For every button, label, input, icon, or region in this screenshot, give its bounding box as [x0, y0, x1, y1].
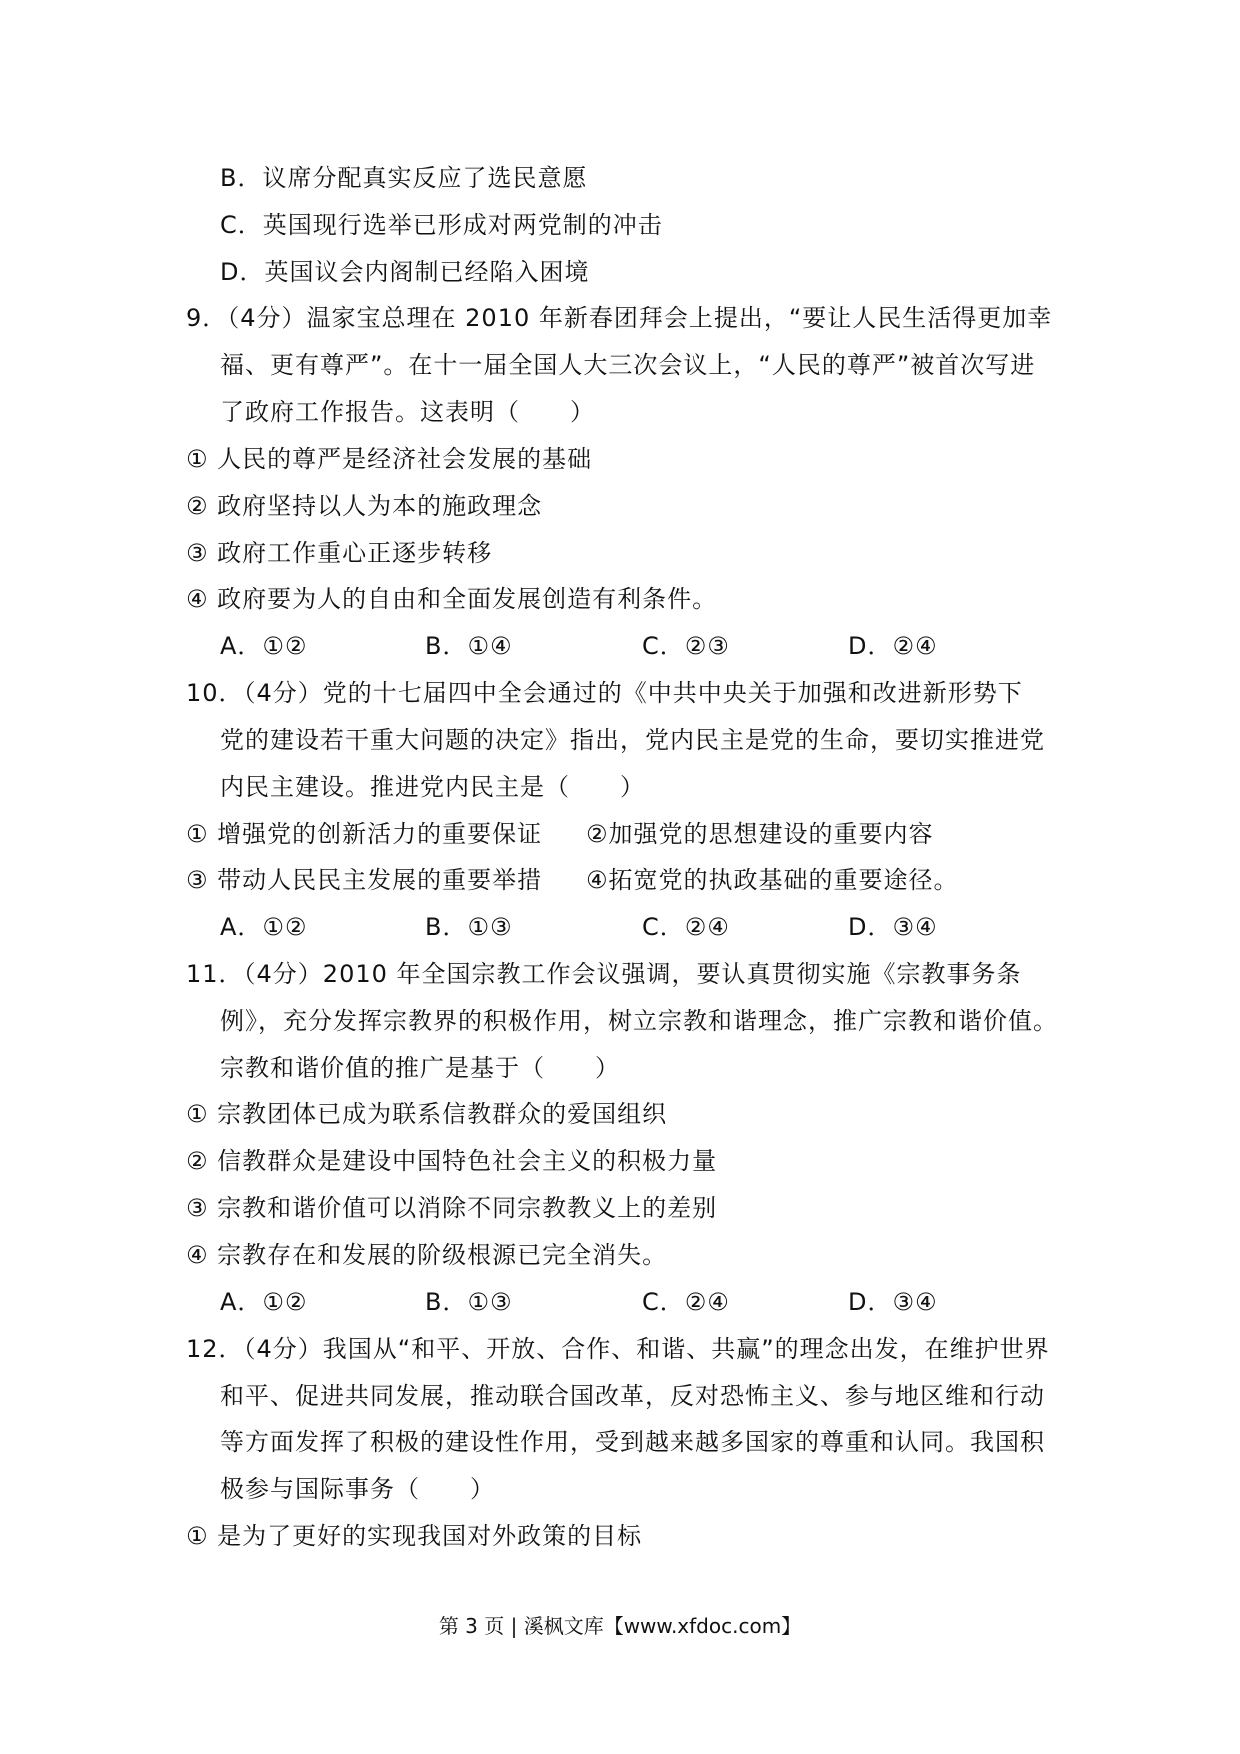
q9-item-3: ③ 政府工作重心正逐步转移 [186, 539, 493, 567]
q11-stem-line-2: 例》，充分发挥宗教界的积极作用，树立宗教和谐理念，推广宗教和谐价值。 [220, 1007, 1058, 1035]
q10-option-a: A．①② [220, 913, 308, 941]
q10-option-d: D．③④ [848, 913, 938, 941]
q10-item-3: ③ 带动人民民主发展的重要举措 [186, 866, 543, 894]
q9-stem-line-1: 9．（4分）温家宝总理在 2010 年新春团拜会上提出，“要让人民生活得更加幸 [186, 304, 1053, 332]
q11-option-d: D．③④ [848, 1288, 938, 1316]
q11-option-b: B．①③ [425, 1288, 513, 1316]
q10-item-4: ④拓宽党的执政基础的重要途径。 [586, 866, 959, 894]
q9-option-b: B．①④ [425, 632, 513, 660]
q8-option-d: D．英国议会内阁制已经陷入困境 [220, 258, 590, 286]
q10-option-c: C．②④ [642, 913, 730, 941]
q10-option-b: B．①③ [425, 913, 513, 941]
q12-stem-line-3: 等方面发挥了积极的建设性作用，受到越来越多国家的尊重和认同。我国积 [220, 1428, 1045, 1456]
q10-item-1: ① 增强党的创新活力的重要保证 [186, 820, 543, 848]
q8-option-c: C．英国现行选举已形成对两党制的冲击 [220, 211, 663, 239]
q11-item-3: ③ 宗教和谐价值可以消除不同宗教教义上的差别 [186, 1194, 718, 1222]
q9-option-d: D．②④ [848, 632, 938, 660]
page-footer: 第 3 页 | 溪枫文库【www.xfdoc.com】 [438, 1614, 802, 1638]
q12-stem-line-1: 12．（4分）我国从“和平、开放、合作、和谐、共赢”的理念出发，在维护世界 [186, 1335, 1050, 1363]
q9-option-c: C．②③ [642, 632, 730, 660]
q9-item-1: ① 人民的尊严是经济社会发展的基础 [186, 445, 593, 473]
q10-stem-line-1: 10．（4分）党的十七届四中全会通过的《中共中央关于加强和改进新形势下 [186, 679, 1023, 707]
q11-stem-line-1: 11．（4分）2010 年全国宗教工作会议强调，要认真贯彻实施《宗教事务条 [186, 960, 1022, 988]
q11-option-c: C．②④ [642, 1288, 730, 1316]
q11-item-1: ① 宗教团体已成为联系信教群众的爱国组织 [186, 1100, 668, 1128]
q10-stem-line-3: 内民主建设。推进党内民主是（ ） [220, 773, 645, 801]
q9-stem-line-2: 福、更有尊严”。在十一届全国人大三次会议上，“人民的尊严”被首次写进 [220, 351, 1036, 379]
q11-item-4: ④ 宗教存在和发展的阶级根源已完全消失。 [186, 1241, 668, 1269]
q10-item-2: ②加强党的思想建设的重要内容 [586, 820, 934, 848]
q9-item-4: ④ 政府要为人的自由和全面发展创造有利条件。 [186, 585, 718, 613]
q9-stem-line-3: 了政府工作报告。这表明（ ） [220, 398, 595, 426]
q12-stem-line-4: 极参与国际事务（ ） [220, 1475, 495, 1503]
q11-option-a: A．①② [220, 1288, 308, 1316]
q10-stem-line-2: 党的建设若干重大问题的决定》指出，党内民主是党的生命，要切实推进党 [220, 726, 1045, 754]
q11-item-2: ② 信教群众是建设中国特色社会主义的积极力量 [186, 1147, 718, 1175]
q9-item-2: ② 政府坚持以人为本的施政理念 [186, 492, 543, 520]
q9-option-a: A．①② [220, 632, 308, 660]
q11-stem-line-3: 宗教和谐价值的推广是基于（ ） [220, 1054, 620, 1082]
q8-option-b: B．议席分配真实反应了选民意愿 [220, 164, 588, 192]
q12-stem-line-2: 和平、促进共同发展，推动联合国改革，反对恐怖主义、参与地区维和行动 [220, 1382, 1045, 1410]
q12-item-1: ① 是为了更好的实现我国对外政策的目标 [186, 1522, 643, 1550]
